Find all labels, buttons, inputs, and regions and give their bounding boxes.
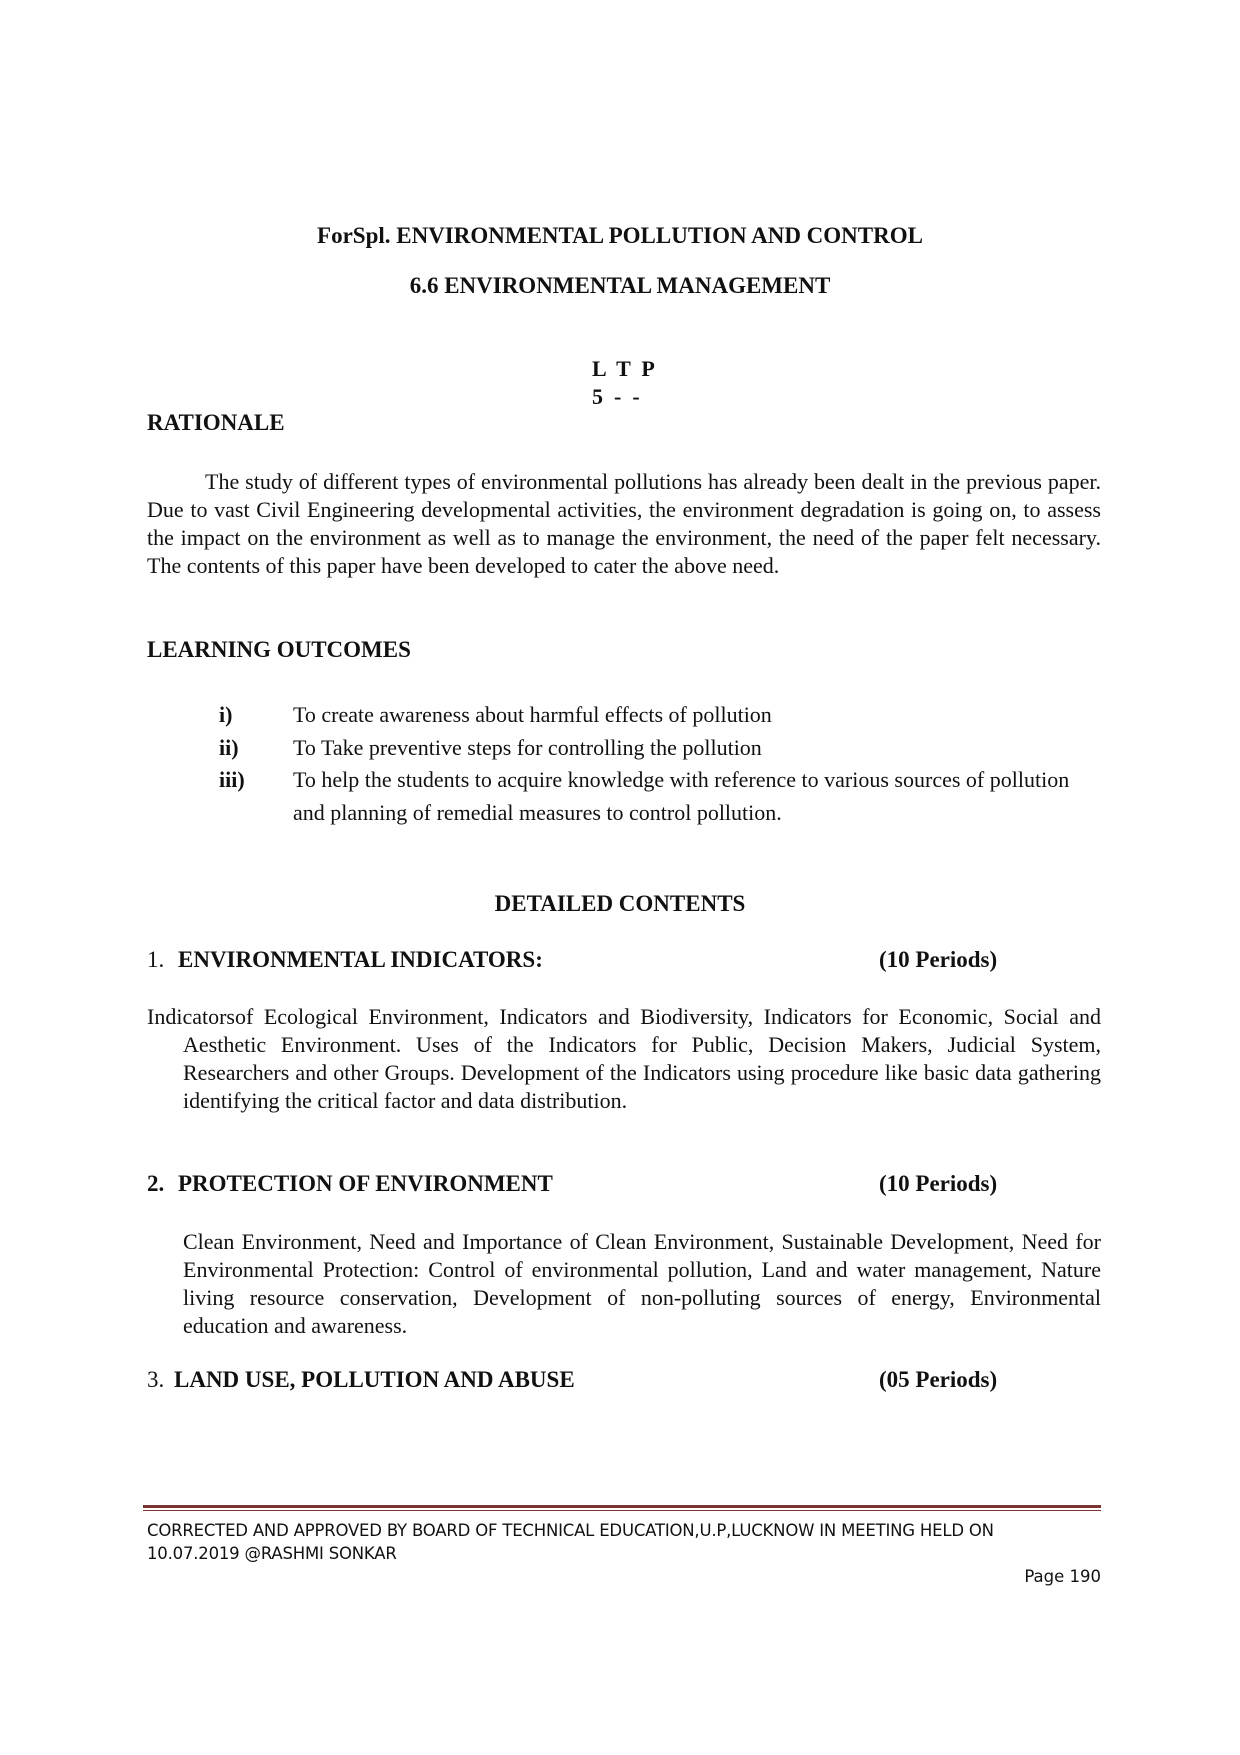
rationale-heading: RATIONALE xyxy=(147,410,285,435)
section-title: LAND USE, POLLUTION AND ABUSE xyxy=(174,1367,575,1392)
document-subtitle: 6.6 ENVIRONMENTAL MANAGEMENT xyxy=(409,273,831,298)
learning-outcomes-list xyxy=(219,699,1101,829)
list-item-number: iii) xyxy=(219,767,245,792)
ltp-values: 5 - - xyxy=(592,384,640,409)
list-item xyxy=(219,732,1101,765)
list-item xyxy=(219,764,1101,829)
section-heading xyxy=(147,1170,1007,1198)
section-number: 1. xyxy=(147,947,165,972)
detailed-contents-heading: DETAILED CONTENTS xyxy=(494,891,746,916)
section-text: Clean Environment, Need and Importance of Clean Environment, Sustainable Development, Need for Environmental Protection: Control of environmental pollution, Land and water management, Nature living resource conservation, Development of non-polluting sources of energy, Environmental education and awareness. xyxy=(183,1229,1101,1338)
ltp-labels: L T P xyxy=(592,356,655,381)
section-title: ENVIRONMENTAL INDICATORS: xyxy=(178,947,543,972)
list-item-text: To Take preventive steps for controlling the pollution xyxy=(293,734,762,760)
footer-divider xyxy=(143,1505,1101,1508)
rationale-text: The study of different types of environmental pollutions has already been dealt in the previous paper. Due to vast Civil Engineering developmental activities, the environment degradation is going on, to assess the impact on the environment as well as to manage the environment, the need of the paper felt necessary. The contents of this paper have been developed to cater the above need. xyxy=(147,469,1101,578)
section-periods: (10 Periods) xyxy=(879,1171,998,1196)
list-item-text: To create awareness about harmful effects of pollution xyxy=(293,702,772,727)
footer-line-2: 10.07.2019 @RASHMI SONKAR xyxy=(147,1544,397,1563)
section-number: 2. xyxy=(147,1171,165,1196)
section-periods: (10 Periods) xyxy=(879,947,998,972)
footer-line-1: CORRECTED AND APPROVED BY BOARD OF TECHNICAL EDUCATION,U.P,LUCKNOW IN MEETING HELD ON xyxy=(147,1521,994,1540)
page-number: Page 190 xyxy=(1024,1567,1101,1586)
section-periods: (05 Periods) xyxy=(879,1367,998,1392)
list-item-number: ii) xyxy=(219,734,239,760)
section-heading xyxy=(147,946,1007,974)
list-item-text: To help the students to acquire knowledge with reference to various sources of pollution and planning of remedial measures to control pollution. xyxy=(293,767,1070,825)
section-heading xyxy=(147,1366,1007,1394)
footer-divider-thin xyxy=(143,1510,1101,1511)
list-item xyxy=(219,699,1101,732)
list-item-number: i) xyxy=(219,702,233,727)
footer-note xyxy=(147,1519,1101,1565)
section-text: Indicatorsof Ecological Environment, Indicators and Biodiversity, Indicators for Economic, Social and Aesthetic Environment. Uses of the Indicators for Public, Decision Makers, Judicial System, Researchers and other Groups. Development of the Indicators using procedure like basic data gathering identifying the critical factor and data distribution. xyxy=(147,1004,1101,1113)
section-number: 3. xyxy=(147,1367,165,1392)
ltp-block xyxy=(592,355,655,411)
learning-outcomes-heading: LEARNING OUTCOMES xyxy=(147,637,411,662)
document-title: ForSpl. ENVIRONMENTAL POLLUTION AND CONTROL xyxy=(317,223,923,248)
section-title: PROTECTION OF ENVIRONMENT xyxy=(178,1171,553,1196)
